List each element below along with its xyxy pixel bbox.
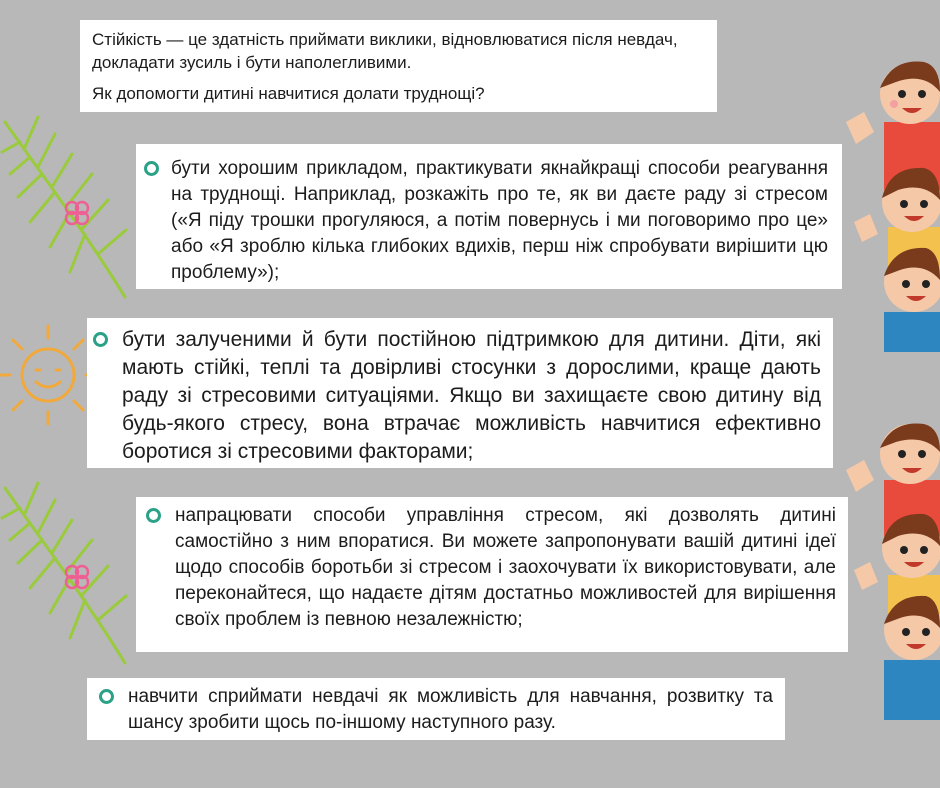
- tip-text: напрацювати способи управління стресом, які дозволять дитині самостійно з ним впоратися. Ви можете запропонувати вашій дитині ідеї щодо способів боротьби зі стресом і заохочувати їх використовувати, але переконайтеся, що надаєте дітям достатньо можливостей для вирішення своїх проблем із певною незалежністю;: [175, 505, 836, 630]
- tip-card-failures: [87, 678, 785, 740]
- tip-text: бути хорошим прикладом, практикувати якнайкращі способи реагування на труднощі. Наприклад, розкажіть про те, як ви даєте раду зі стресом («Я піду трошки прогуляюся, а потім повернусь і ми поговоримо про це» або «Я зроблю кілька глибоких вдихів, перш ніж спробувати вирішити цю проблему»);: [171, 158, 828, 283]
- tip-card-example: [136, 144, 842, 289]
- tip-card-support: [87, 318, 833, 468]
- bullet-ring-icon: [144, 161, 159, 176]
- tip-card-stress-management: [136, 497, 848, 652]
- tip-text: навчити сприймати невдачі як можливість для навчання, розвитку та шансу зробити щось по-іншому наступного разу.: [128, 686, 773, 733]
- intro-card: [80, 20, 717, 112]
- cartoon-children-top-icon: [844, 52, 940, 352]
- bullet-ring-icon: [99, 689, 114, 704]
- bullet-ring-icon: [146, 508, 161, 523]
- tip-text: бути залученими й бути постійною підтримкою для дитини. Діти, які мають стійкі, теплі та довірливі стосунки з дорослими, краще дають раду зі стресовими ситуаціями. Якщо ви захищаєте свою дитину від будь-якого стресу, вона втрачає можливість навчитися ефективно боротися зі стресовими факторами;: [122, 328, 821, 463]
- cartoon-children-bottom-icon: [844, 420, 940, 720]
- flower-icon: [62, 198, 92, 228]
- bullet-ring-icon: [93, 332, 108, 347]
- flower-icon: [62, 562, 92, 592]
- resilience-definition: Стійкість — це здатність приймати виклики, відновлюватися після невдач, докладати зусиль і бути наполегливими.: [92, 30, 678, 72]
- intro-question: Як допомогти дитині навчитися долати труднощі?: [92, 84, 485, 103]
